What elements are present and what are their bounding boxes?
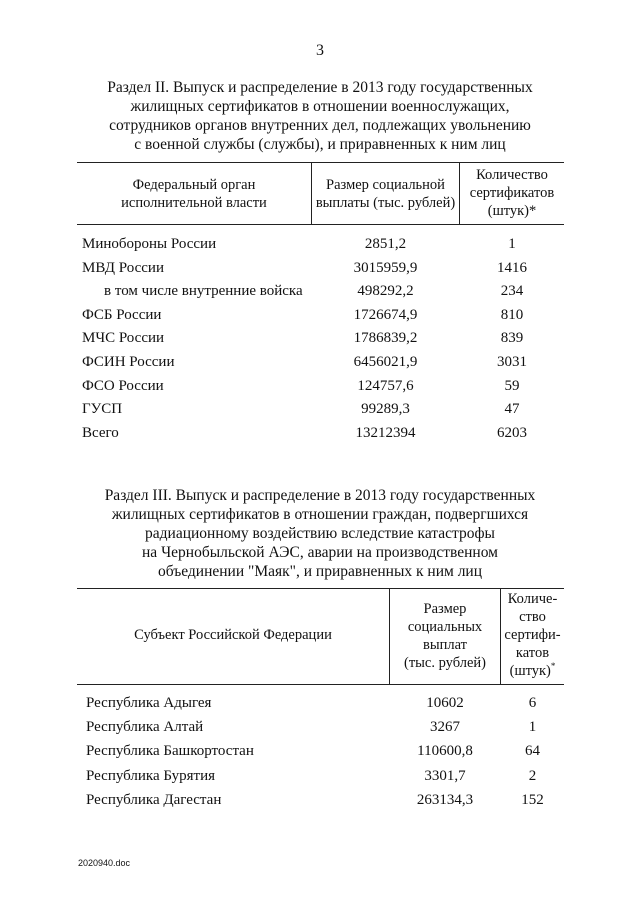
row-amount: 99289,3 xyxy=(361,401,410,418)
row-amount: 2851,2 xyxy=(364,236,407,252)
section3-title-line: жилищных сертификатов в отношении граждан, подвергшихся xyxy=(111,506,529,523)
row-count: 810 xyxy=(500,306,524,323)
row-amount: 10602 xyxy=(426,695,464,711)
row-name: МЧС России xyxy=(82,330,165,347)
footer-filename: 2020940.doc xyxy=(78,858,131,868)
section2-title-line: жилищных сертификатов в отношении военнослужащих, xyxy=(130,98,510,115)
row-count: 1 xyxy=(528,719,537,736)
section3-title-line: на Чернобыльской АЭС, аварии на производственном xyxy=(142,544,498,561)
row-amount: 110600,8 xyxy=(417,743,473,760)
section3-title-line: объединении "Маяк", и приравненных к ним лиц xyxy=(157,563,483,580)
row-count: 59 xyxy=(504,377,520,394)
row-amount: 263134,3 xyxy=(416,791,474,808)
header-subject: Субъект Российской Федерации xyxy=(134,627,332,643)
row-name: Республика Адыгея xyxy=(86,695,212,711)
section2-title-line: с военной службы (службы), и приравненных к ним лиц xyxy=(134,136,506,153)
table-rule-header xyxy=(77,684,564,685)
section2-title-line: Раздел II. Выпуск и распределение в 2013 году государственных xyxy=(107,79,533,96)
row-amount: 498292,2 xyxy=(357,283,414,300)
section3-title-line: радиационному воздействию вследствие катастрофы xyxy=(145,525,495,542)
header-federal-body: Федеральный орган исполнительной власти xyxy=(121,177,267,211)
page-number: 3 xyxy=(316,42,324,59)
row-name: Республика Алтай xyxy=(86,719,204,736)
table-rule-top xyxy=(77,588,564,589)
footnote-mark: * xyxy=(550,661,556,672)
row-name: ФСБ России xyxy=(82,306,162,323)
row-name: Республика Дагестан xyxy=(86,791,222,808)
section3-title-line: Раздел III. Выпуск и распределение в 2013 году государственных xyxy=(104,487,536,504)
row-name: МВД России xyxy=(82,259,164,276)
row-name: Минобороны России xyxy=(82,236,217,252)
row-amount: 3301,7 xyxy=(424,767,466,784)
table-rule-top xyxy=(77,162,564,163)
row-name: ФСИН России xyxy=(82,354,175,370)
row-name: ГУСП xyxy=(82,401,123,418)
row-count: 6 xyxy=(528,695,537,711)
header-payment-size: Размер социальной выплаты (тыс. рублей) xyxy=(315,177,456,211)
row-amount: 3015959,9 xyxy=(353,259,418,276)
row-name: Республика Башкортостан xyxy=(86,743,254,760)
row-amount: 6456021,9 xyxy=(353,354,418,370)
row-name: Всего xyxy=(82,424,119,441)
row-count: 47 xyxy=(504,401,520,418)
section3-title xyxy=(60,486,580,581)
section2-title xyxy=(60,78,580,154)
header-certificate-count: Количе- ство сертифи- катов (штук)* xyxy=(504,591,561,679)
row-count: 839 xyxy=(500,330,524,347)
table-rule-header xyxy=(77,224,564,225)
section2-title-line: сотрудников органов внутренних дел, подлежащих увольнению xyxy=(109,117,531,134)
row-count: 64 xyxy=(525,743,540,760)
header-payment-size: Размер социальных выплат (тыс. рублей) xyxy=(404,601,486,671)
row-count: 152 xyxy=(521,791,544,808)
row-count: 1 xyxy=(508,236,516,252)
row-count: 234 xyxy=(500,283,524,300)
row-amount: 1726674,9 xyxy=(353,306,418,323)
row-amount: 124757,6 xyxy=(357,377,414,394)
row-count: 6203 xyxy=(497,424,527,441)
row-name: в том числе внутренние войска xyxy=(104,283,303,300)
row-amount: 1786839,2 xyxy=(353,330,418,347)
row-amount: 13212394 xyxy=(355,424,416,441)
row-count: 3031 xyxy=(497,354,527,370)
row-amount: 3267 xyxy=(430,719,460,736)
row-count: 1416 xyxy=(497,259,527,276)
row-count: 2 xyxy=(528,767,537,784)
row-name: Республика Бурятия xyxy=(86,767,216,784)
row-name: ФСО России xyxy=(82,377,164,394)
header-certificate-count: Количество сертификатов (штук)* xyxy=(469,167,555,219)
